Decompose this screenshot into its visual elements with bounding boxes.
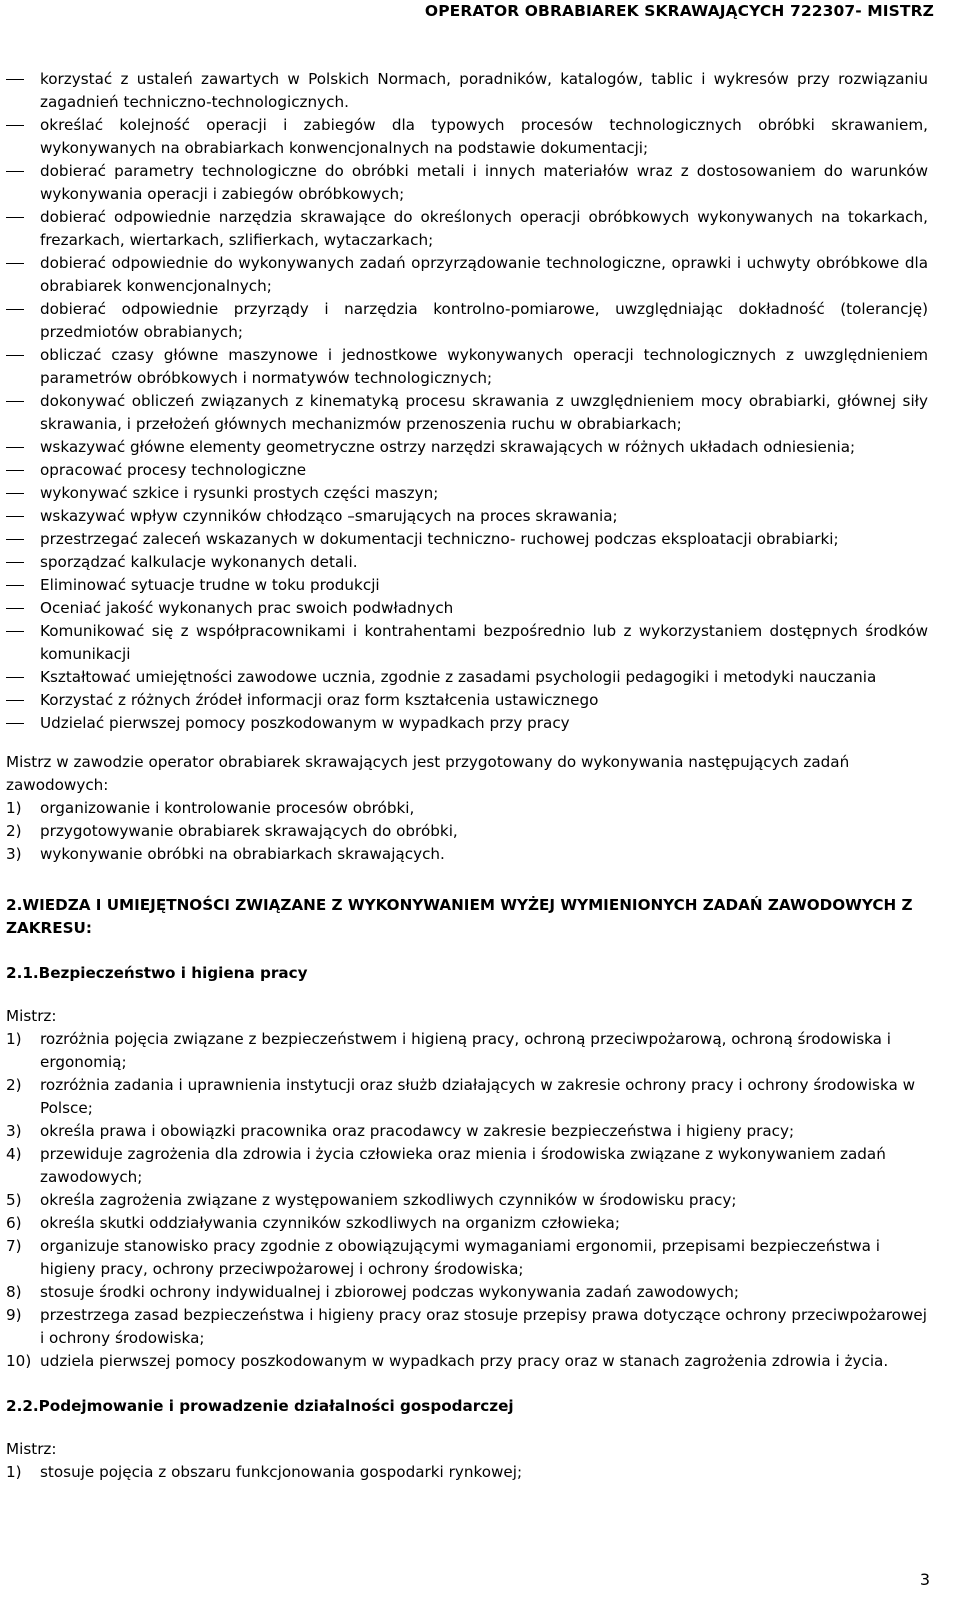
skill-item: wykonywać szkice i rysunki prostych części maszyn; [6, 482, 928, 505]
dash-bullet [6, 631, 24, 632]
list-item: 8) stosuje środki ochrony indywidualnej i zbiorowej podczas wykonywania zadań zawodowych; [6, 1283, 740, 1301]
page-number: 3 [919, 1570, 930, 1589]
section-2-2-heading: 2.2.Podejmowanie i prowadzenie działalności gospodarczej [6, 1397, 514, 1415]
list-item: 1) stosuje pojęcia z obszaru funkcjonowania gospodarki rynkowej; [6, 1463, 523, 1481]
skill-item: Kształtować umiejętności zawodowe ucznia, zgodnie z zasadami psychologii pedagogiki i metodyki nauczania [6, 666, 928, 689]
skill-item: korzystać z ustaleń zawartych w Polskich Normach, poradników, katalogów, tablic i wykresów przy rozwiązaniu zagadnień techniczno-technologicznych. [6, 68, 928, 114]
section-2-2-list [6, 1461, 928, 1484]
dash-bullet [6, 562, 24, 563]
skill-item: obliczać czasy główne maszynowe i jednostkowe wykonywanych operacji technologicznych z uwzględnieniem parametrów obróbkowych i normatywów technologicznych; [6, 344, 928, 390]
task-item: 3) wykonywanie obróbki na obrabiarkach skrawających. [6, 845, 445, 863]
list-item: 5) określa zagrożenia związane z występowaniem szkodliwych czynników w środowisku pracy; [6, 1191, 737, 1209]
dash-bullet [6, 309, 24, 310]
skill-item: dobierać parametry technologiczne do obróbki metali i innych materiałów wraz z dostosowaniem do warunków wykonywania operacji i zabiegów obróbkowych; [6, 160, 928, 206]
section-2-heading: 2.WIEDZA I UMIEJĘTNOŚCI ZWIĄZANE Z WYKONYWANIEM WYŻEJ WYMIENIONYCH ZADAŃ ZAWODOWYCH Z ZAKRESU: [6, 896, 913, 937]
skill-item: dobierać odpowiednie do wykonywanych zadań oprzyrządowanie technologiczne, oprawki i uchwyty obróbkowe dla obrabiarek konwencjonalnych; [6, 252, 928, 298]
dash-bullet [6, 217, 24, 218]
tasks-list [6, 797, 928, 866]
skill-item: dokonywać obliczeń związanych z kinematyką procesu skrawania z uwzględnieniem mocy obrabiarki, głównej siły skrawania, i przełożeń głównych mechanizmów przenoszenia ruchu w obrabiarkach; [6, 390, 928, 436]
skill-item: Oceniać jakość wykonanych prac swoich podwładnych [6, 597, 928, 620]
list-item: 10) udziela pierwszej pomocy poszkodowanym w wypadkach przy pracy oraz w stanach zagrożenia zdrowia i życia. [6, 1352, 889, 1370]
skill-item: Eliminować sytuacje trudne w toku produkcji [6, 574, 928, 597]
skill-item: określać kolejność operacji i zabiegów dla typowych procesów technologicznych obróbki skrawaniem, wykonywanych na obrabiarkach konwencjonalnych na podstawie dokumentacji; [6, 114, 928, 160]
list-item: 3) określa prawa i obowiązki pracownika oraz pracodawcy w zakresie bezpieczeństwa i higieny pracy; [6, 1122, 795, 1140]
intro-paragraph: Mistrz w zawodzie operator obrabiarek skrawających jest przygotowany do wykonywania następujących zadań zawodowych: [6, 753, 850, 794]
skill-item: Komunikować się z współpracownikami i kontrahentami bezpośrednio lub z wykorzystaniem dostępnych środków komunikacji [6, 620, 928, 666]
skills-list [6, 68, 928, 735]
dash-bullet [6, 585, 24, 586]
dash-bullet [6, 539, 24, 540]
skill-item: przestrzegać zaleceń wskazanych w dokumentacji techniczno- ruchowej podczas eksploatacji obrabiarki; [6, 528, 928, 551]
section-2-2-label: Mistrz: [6, 1440, 57, 1458]
section-2-1-label: Mistrz: [6, 1007, 57, 1025]
dash-bullet [6, 723, 24, 724]
section-2-1-list [6, 1028, 928, 1373]
dash-bullet [6, 493, 24, 494]
dash-bullet [6, 263, 24, 264]
dash-bullet [6, 355, 24, 356]
document-body [6, 68, 928, 1484]
list-item: 7) organizuje stanowisko pracy zgodnie z obowiązującymi wymaganiami ergonomii, przepisami bezpieczeństwa i higieny pracy, ochrony przeciwpożarowej i ochrony środowiska; [6, 1237, 880, 1278]
dash-bullet [6, 401, 24, 402]
skill-item: wskazywać główne elementy geometryczne ostrzy narzędzi skrawających w różnych układach odniesienia; [6, 436, 928, 459]
dash-bullet [6, 470, 24, 471]
skill-item: wskazywać wpływ czynników chłodząco –smarujących na proces skrawania; [6, 505, 928, 528]
dash-bullet [6, 700, 24, 701]
list-item: 4) przewiduje zagrożenia dla zdrowia i życia człowieka oraz mienia i środowiska związane z wykonywaniem zadań zawodowych; [6, 1145, 886, 1186]
dash-bullet [6, 79, 24, 80]
skill-item: dobierać odpowiednie narzędzia skrawające do określonych operacji obróbkowych wykonywanych na tokarkach, frezarkach, wiertarkach, szlifierkach, wytaczarkach; [6, 206, 928, 252]
dash-bullet [6, 125, 24, 126]
section-2-1-heading: 2.1.Bezpieczeństwo i higiena pracy [6, 964, 308, 982]
dash-bullet [6, 608, 24, 609]
list-item: 9) przestrzega zasad bezpieczeństwa i higieny pracy oraz stosuje przepisy prawa dotyczące ochrony przeciwpożarowej i ochrony środowiska; [6, 1306, 927, 1347]
dash-bullet [6, 171, 24, 172]
list-item: 1) rozróżnia pojęcia związane z bezpieczeństwem i higieną pracy, ochroną przeciwpożarową, ochroną środowiska i ergonomią; [6, 1030, 892, 1071]
list-item: 2) rozróżnia zadania i uprawnienia instytucji oraz służb działających w zakresie ochrony pracy i ochrony środowiska w Polsce; [6, 1076, 916, 1117]
skill-item: sporządzać kalkulacje wykonanych detali. [6, 551, 928, 574]
dash-bullet [6, 447, 24, 448]
skill-item: Udzielać pierwszej pomocy poszkodowanym w wypadkach przy pracy [6, 712, 928, 735]
list-item: 6) określa skutki oddziaływania czynników szkodliwych na organizm człowieka; [6, 1214, 620, 1232]
dash-bullet [6, 516, 24, 517]
skill-item: dobierać odpowiednie przyrządy i narzędzia kontrolno-pomiarowe, uwzględniając dokładność (tolerancję) przedmiotów obrabianych; [6, 298, 928, 344]
dash-bullet [6, 677, 24, 678]
task-item: 2) przygotowywanie obrabiarek skrawających do obróbki, [6, 822, 458, 840]
page-header-title: OPERATOR OBRABIAREK SKRAWAJĄCYCH 722307- MISTRZ [424, 2, 934, 20]
skill-item: opracować procesy technologiczne [6, 459, 928, 482]
task-item: 1) organizowanie i kontrolowanie procesów obróbki, [6, 799, 415, 817]
skill-item: Korzystać z różnych źródeł informacji oraz form kształcenia ustawicznego [6, 689, 928, 712]
